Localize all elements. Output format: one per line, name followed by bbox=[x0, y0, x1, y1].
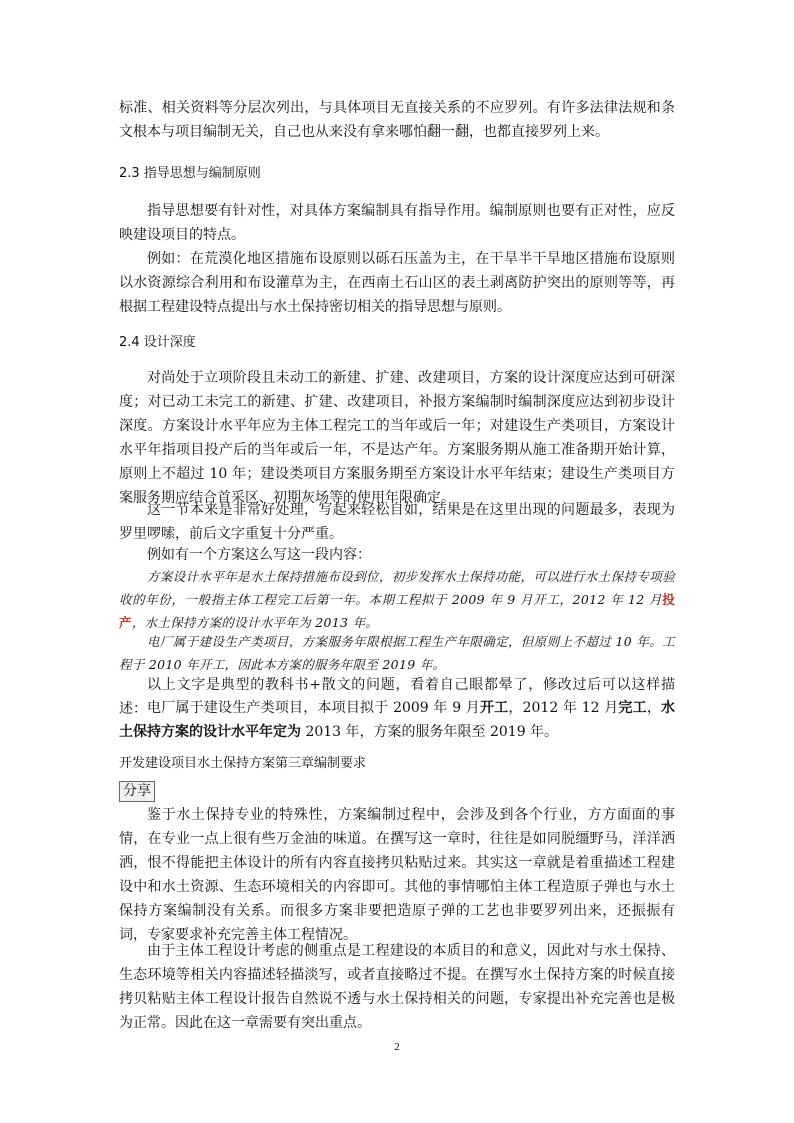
page-number: 2 bbox=[394, 1041, 400, 1053]
heading-2-3: 2.3 指导思想与编制原则 bbox=[119, 166, 261, 181]
quote-1-pre: 方案设计水平年是水土保持措施布设到位，初步发挥水土保持功能，可以进行水土保持专项验收的年份，一般指主体工程完工后第一年。本期工程拟于 2009 年 9 月开工，2012 年 12 月 bbox=[119, 569, 675, 607]
quote-1-highlight: 投产 bbox=[119, 592, 675, 630]
quote-block-1 bbox=[119, 565, 675, 634]
revised-text bbox=[119, 696, 675, 744]
heading-chapter-3: 开发建设项目水土保持方案第三章编制要求 bbox=[119, 756, 367, 771]
quote-block-2: 电厂属于建设生产类项目，方案服务年限根据工程生产年限确定，但原则上不超过 10 年。工程于 2010 年开工，因此本方案的服务年限至 2019 年。 bbox=[119, 634, 675, 672]
revised-b2: 完工 bbox=[618, 700, 647, 716]
revised-b1: 开工 bbox=[479, 700, 509, 716]
revised-b3: 水土保持方案的设计水平年定为 bbox=[119, 700, 676, 740]
paragraph-2-4-c: 例如有一个方案这么写这一段内容： bbox=[147, 547, 371, 563]
heading-2-4: 2.4 设计深度 bbox=[119, 335, 196, 350]
paragraph-intro: 标准、相关资料等分层次列出，与具体项目无直接关系的不应罗列。有许多法律法规和条文根本与项目编制无关，自己也从来没有拿来哪怕翻一翻，也都直接罗列上来。 bbox=[119, 100, 675, 140]
paragraph-2-4-a: 对尚处于立项阶段且未动工的新建、扩建、改建项目，方案的设计深度应达到可研深度；对已动工未完工的新建、扩建、改建项目，补报方案编制时编制深度应达到初步设计深度。方案设计水平年应为主体工程完工的当年或后一年；对建设生产类项目，方案设计水平年指项目投产后的当年或后一年，不是达产年。方案服务期从施工准备期开始计算，原则上不超过 10 年；建设类项目方案服务期至方案设计水平年结束；建设生产类项目方案服务期应结合首采区、初期灰场等的使用年限确定。 bbox=[119, 370, 675, 506]
quote-1-post: ，水土保持方案的设计水平年为 2013 年。 bbox=[131, 615, 379, 630]
revised-t1: 电厂属于建设生产类项目，本项目拟于 2009 年 9 月 bbox=[147, 700, 480, 716]
revised-t2: ，2012 年 12 月 bbox=[508, 700, 619, 716]
revised-t4: 2013 年，方案的服务年限至 2019 年。 bbox=[301, 724, 559, 740]
paragraph-2-3-a: 指导思想要有针对性，对具体方案编制具有指导作用。编制原则也要有正对性，应反映建设项目的特点。 bbox=[119, 203, 675, 243]
revised-t3: ， bbox=[646, 700, 662, 716]
share-button[interactable]: 分享 bbox=[119, 781, 155, 802]
paragraph-ch3-a: 鉴于水土保持专业的特殊性，方案编制过程中，会涉及到各个行业，方方面面的事情，在专业一点上很有些万金油的味道。在撰写这一章时，往往是如同脱缰野马，洋洋洒洒，恨不得能把主体设计的所有内容直接拷贝粘贴过来。其实这一章就是着重描述工程建设中和水土资源、生态环境相关的内容即可。其他的事情哪怕主体工程造原子弹也与水土保持方案编制没有关系。而很多方案非要把造原子弹的工艺也非要罗列出来，还振振有词，专家要求补充完善主体工程情况。 bbox=[119, 807, 675, 943]
paragraph-2-3-b: 例如：在荒漠化地区措施布设原则以砾石压盖为主，在干旱半干旱地区措施布设原则以水资源综合利用和布设灌草为主，在西南土石山区的表土剥离防护突出的原则等等，再根据工程建设特点提出与水土保持密切相关的指导思想与原则。 bbox=[119, 251, 675, 315]
paragraph-2-4-b: 这一节本来是非常好处理，写起来轻松自如，结果是在这里出现的问题最多，表现为罗里啰嗦，前后文字重复十分严重。 bbox=[119, 502, 675, 542]
paragraph-2-4-d: 以上文字是典型的教科书+散文的问题，看着自己眼都晕了，修改过后可以这样描述： bbox=[119, 677, 675, 717]
paragraph-ch3-b: 由于主体工程设计考虑的侧重点是工程建设的本质目的和意义，因此对与水土保持、生态环境等相关内容描述轻描淡写，或者直接略过不提。在撰写水土保持方案的时候直接拷贝粘贴主体工程设计报告自然说不透与水土保持相关的问题，专家提出补充完善也是极为正常。因此在这一章需要有突出重点。 bbox=[119, 943, 675, 1031]
